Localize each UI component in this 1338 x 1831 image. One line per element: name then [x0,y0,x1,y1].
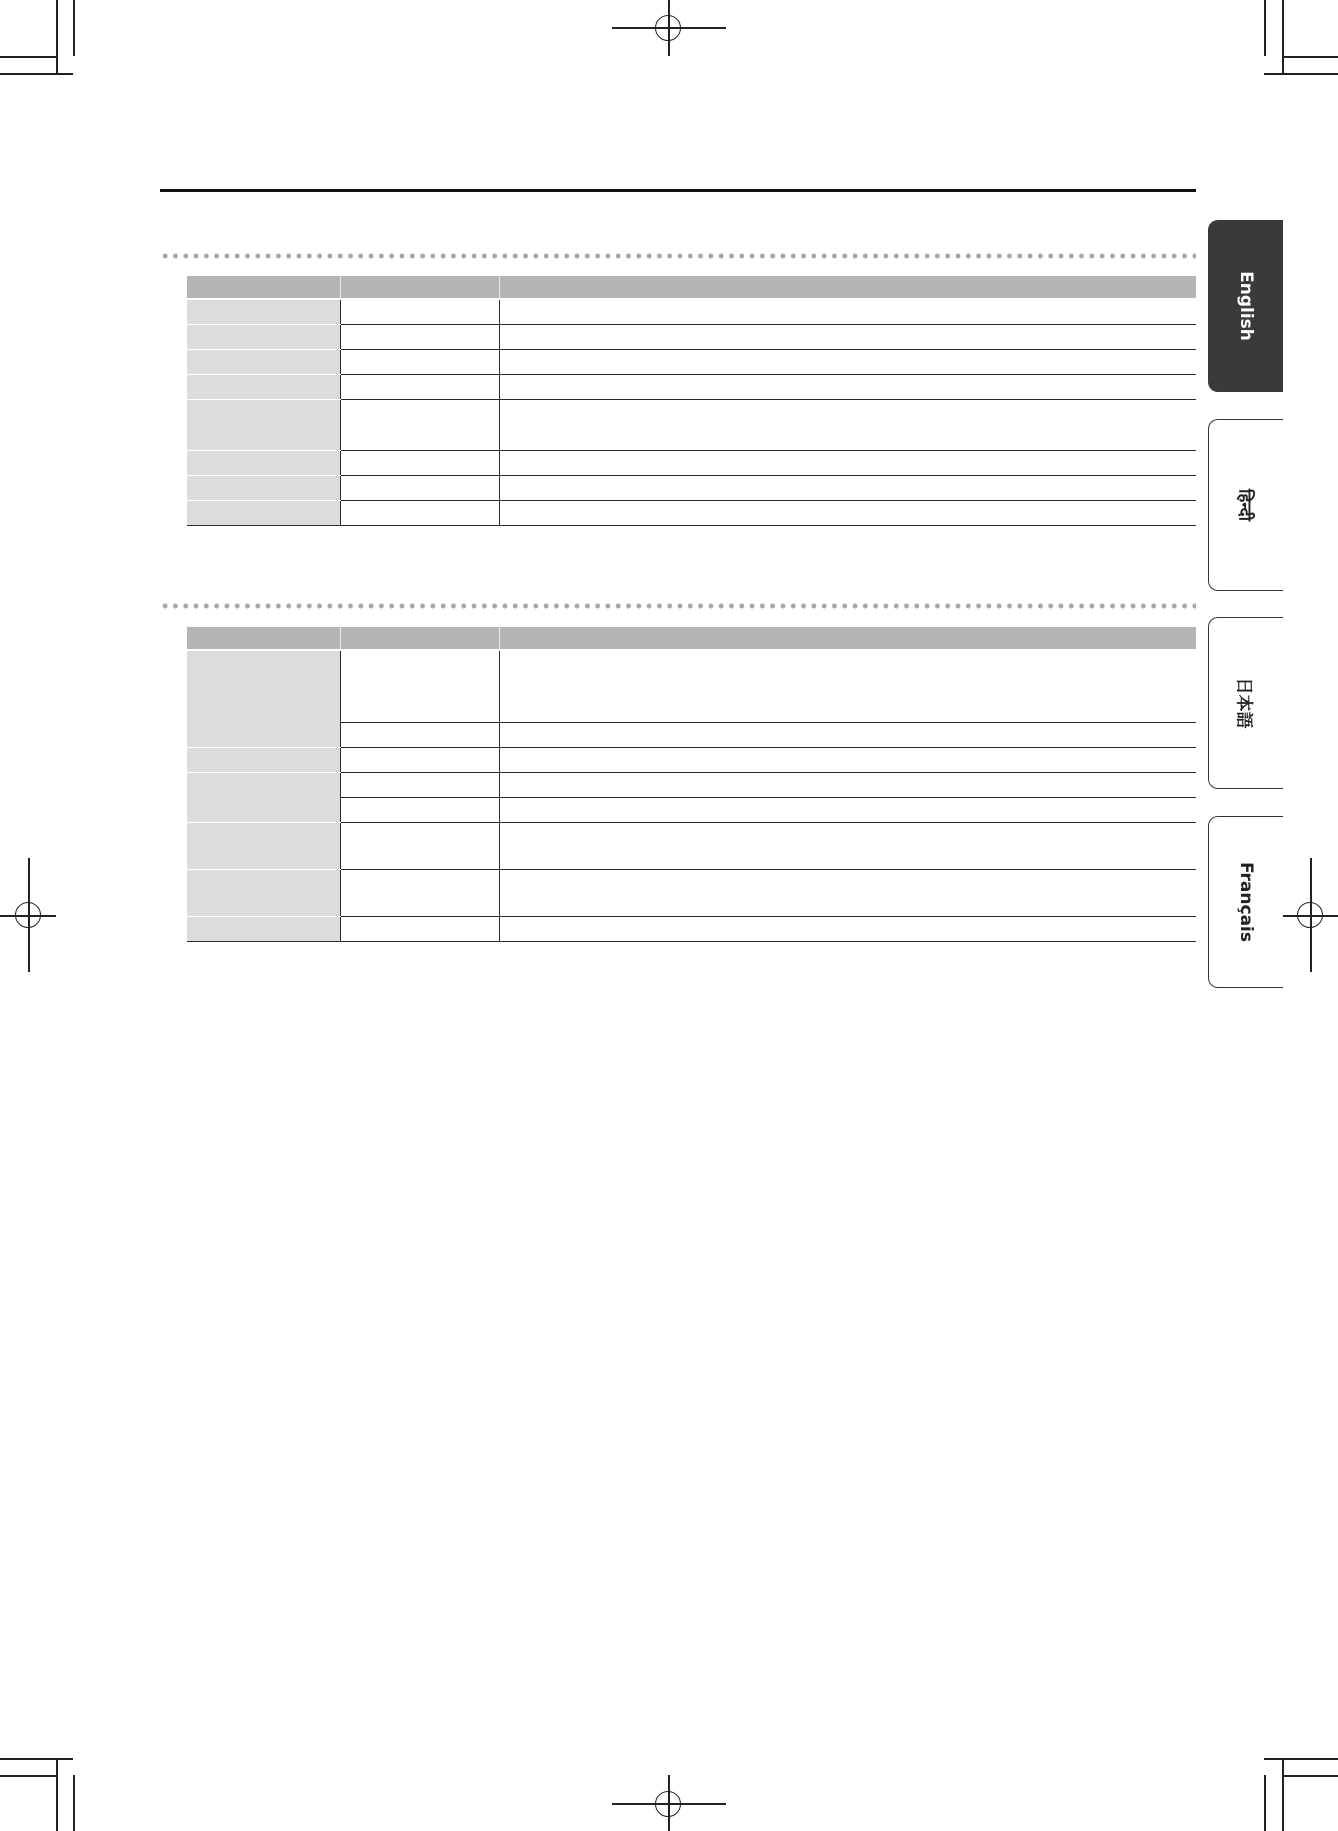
row-value [340,772,499,797]
row-value [340,869,499,916]
crop-mark [73,0,75,56]
tab-french[interactable] [1208,816,1283,988]
row-value [340,916,499,941]
row-description [499,399,1196,450]
row-description [499,916,1196,941]
tab-hindi[interactable] [1208,419,1283,591]
table-row [187,650,1196,722]
spec-table-1 [187,276,1196,526]
row-label [187,299,340,324]
table-row [187,349,1196,374]
row-label [187,747,340,772]
row-label [187,374,340,399]
crop-mark [1282,1775,1338,1777]
column-header [340,276,499,299]
row-label [187,500,340,525]
row-description [499,299,1196,324]
row-description [499,797,1196,822]
column-header [187,276,340,299]
row-description [499,772,1196,797]
row-value [340,299,499,324]
row-description [499,650,1196,722]
crop-mark [1264,0,1266,56]
row-label [187,349,340,374]
row-label [187,916,340,941]
column-header [187,627,340,650]
table-row [187,772,1196,797]
row-description [499,747,1196,772]
crop-mark [1282,56,1338,58]
spec-table-2 [187,627,1196,942]
row-description [499,722,1196,747]
row-description [499,869,1196,916]
row-description [499,349,1196,374]
row-value [340,324,499,349]
table-header-row [187,276,1196,299]
row-value [340,399,499,450]
row-description [499,450,1196,475]
crop-mark [56,1758,58,1831]
section-divider-dotted [160,603,1196,609]
table-row [187,475,1196,500]
row-label [187,650,340,747]
row-label [187,869,340,916]
table-row [187,399,1196,450]
row-description [499,822,1196,869]
table-row [187,299,1196,324]
row-description [499,500,1196,525]
row-value [340,822,499,869]
table-row [187,324,1196,349]
row-value [340,475,499,500]
row-description [499,475,1196,500]
table-row [187,747,1196,772]
row-label [187,399,340,450]
crop-mark [1264,1775,1266,1831]
crop-mark [1264,1758,1338,1760]
row-label [187,772,340,822]
row-value [340,450,499,475]
table-row [187,916,1196,941]
column-header [499,627,1196,650]
row-value [340,747,499,772]
crop-mark [73,1775,75,1831]
row-label [187,324,340,349]
tab-label: Français [1236,862,1256,942]
crop-mark [0,1775,56,1777]
table-header-row [187,627,1196,650]
column-header [499,276,1196,299]
row-value [340,374,499,399]
table-row [187,822,1196,869]
row-description [499,374,1196,399]
table-row [187,869,1196,916]
row-value [340,650,499,722]
crop-mark [1264,73,1338,75]
tab-label: हिन्दी [1234,488,1255,522]
crop-mark [56,0,58,73]
row-label [187,475,340,500]
section-divider-dotted [160,253,1196,259]
column-header [340,627,499,650]
row-value [340,500,499,525]
crop-mark [0,1758,73,1760]
tab-english[interactable] [1208,220,1283,392]
page-header-rule [160,189,1196,192]
tab-label: 日本語 [1233,677,1254,729]
crop-mark [0,73,73,75]
row-label [187,450,340,475]
table-row [187,500,1196,525]
row-value [340,722,499,747]
row-value [340,797,499,822]
crop-mark [0,56,56,58]
row-label [187,822,340,869]
row-description [499,324,1196,349]
crop-mark [1282,0,1284,73]
crop-mark [1282,1758,1284,1831]
table-row [187,374,1196,399]
row-value [340,349,499,374]
tab-label: English [1236,271,1256,341]
table-row [187,450,1196,475]
tab-japanese[interactable] [1208,617,1283,789]
